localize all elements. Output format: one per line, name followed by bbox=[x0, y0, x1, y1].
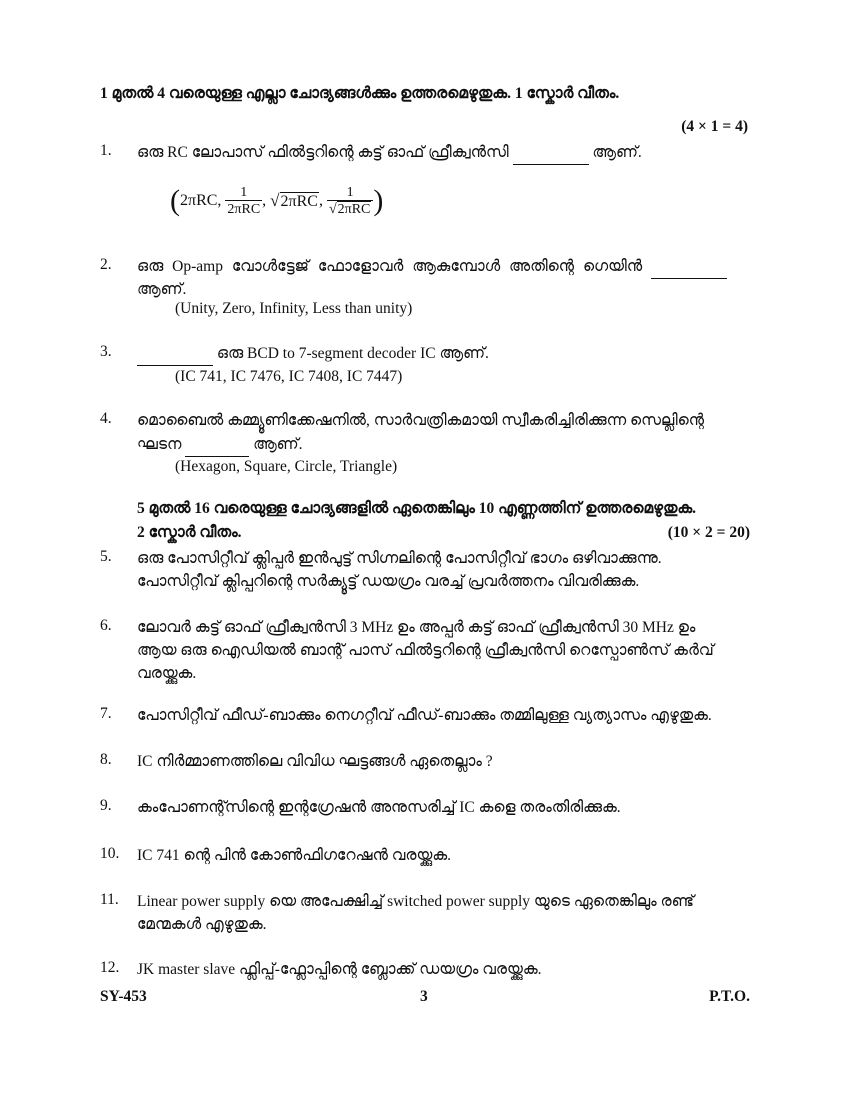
sqrt-argument: 2πRC bbox=[280, 193, 318, 210]
question-4-text-after: ആണ്. bbox=[253, 436, 303, 453]
question-4-text-before: ഘടന bbox=[137, 436, 182, 453]
question-11-line-2: മേന്മകൾ എഴുതുക. bbox=[137, 916, 267, 933]
fraction-numerator: 1 bbox=[346, 184, 354, 200]
option-reciprocal-2pirc bbox=[225, 185, 262, 218]
section-b-instruction-line-2: 2 സ്കോർ വീതം. bbox=[137, 524, 242, 541]
question-number: 12. bbox=[100, 959, 120, 976]
fraction-numerator: 1 bbox=[240, 184, 248, 200]
question-12-text: JK master slave ഫ്ലിപ്പ്-ഫ്ലോപ്പിന്റെ ബ്ലോക്ക് ഡയഗ്രം വരയ്ക്കുക. bbox=[137, 961, 542, 978]
question-5-line-2: പോസിറ്റീവ് ക്ലിപ്പറിന്റെ സർക്യൂട്ട് ഡയഗ്രം വരച്ച് പ്രവർത്തനം വിവരിക്കുക. bbox=[137, 573, 640, 590]
question-6-line-1: ലോവർ കട്ട് ഓഫ് ഫ്രീക്വൻസി 3 MHz ഉം അപ്പർ കട്ട് ഓഫ് ഫ്രീക്വൻസി 30 MHz ഉം bbox=[137, 619, 696, 636]
fraction-denominator bbox=[327, 200, 373, 218]
sqrt-symbol: √ bbox=[270, 191, 280, 210]
options-close-paren: ) bbox=[373, 184, 384, 217]
question-6-line-3: വരയ്ക്കുക. bbox=[137, 665, 197, 682]
question-number: 2. bbox=[100, 256, 112, 273]
option-separator: , bbox=[318, 192, 323, 209]
question-number: 7. bbox=[100, 705, 112, 722]
question-3-text bbox=[137, 343, 727, 366]
question-11-line-1: Linear power supply യെ അപേക്ഷിച്ച് switched power supply യുടെ ഏതെങ്കിലും രണ്ട് bbox=[137, 893, 694, 910]
question-2-text-before: ഒരു Op-amp വോൾട്ടേജ് ഫോളോവർ ആകുമ്പോൾ അതിന്റെ ഗെയിൻ bbox=[137, 258, 643, 275]
question-6-line-2: ആയ ഒരു ഐഡിയൽ ബാന്റ് പാസ് ഫിൽട്ടറിന്റെ ഫ്രീക്വൻസി റെസ്പോൺസ് കർവ് bbox=[137, 642, 714, 659]
question-7-text: പോസിറ്റീവ് ഫീഡ്-ബാക്കും നെഗറ്റീവ് ഫീഡ്-ബാക്കും തമ്മിലുള്ള വ്യത്യാസം എഴുതുക. bbox=[137, 707, 712, 724]
footer-pto: P.T.O. bbox=[709, 988, 750, 1005]
question-10-text: IC 741 ന്റെ പിൻ കോൺഫിഗറേഷൻ വരയ്ക്കുക. bbox=[137, 847, 452, 864]
answer-blank bbox=[513, 142, 589, 165]
question-number: 3. bbox=[100, 343, 112, 360]
section-b-marks: (10 × 2 = 20) bbox=[667, 524, 750, 541]
question-1-text-before: ഒരു RC ലോപാസ് ഫിൽട്ടറിന്റെ കട്ട് ഓഫ് ഫ്രീക്വൻസി bbox=[137, 144, 509, 161]
question-number: 1. bbox=[100, 142, 112, 159]
question-2-text-after: ആണ്. bbox=[137, 281, 187, 298]
question-1-text-after: ആണ്. bbox=[592, 144, 642, 161]
footer-paper-code: SY-453 bbox=[100, 988, 147, 1005]
options-open-paren: ( bbox=[170, 184, 180, 217]
answer-blank bbox=[185, 434, 249, 457]
question-number: 10. bbox=[100, 845, 120, 862]
question-4-line-1: മൊബൈൽ കമ്മ്യൂണിക്കേഷനിൽ, സാർവത്രികമായി സ്വീകരിച്ചിരിക്കുന്ന സെല്ലിന്റെ bbox=[137, 412, 705, 429]
question-9-text: കംപോണന്റ്സിന്റെ ഇന്റഗ്രേഷൻ അനുസരിച്ച് IC കളെ തരംതിരിക്കുക. bbox=[137, 799, 621, 816]
question-8-text: IC നിർമ്മാണത്തിലെ വിവിധ ഘട്ടങ്ങൾ ഏതെല്ലാം ? bbox=[137, 753, 493, 770]
answer-blank bbox=[137, 343, 213, 366]
question-number: 5. bbox=[100, 548, 112, 565]
section-b-instruction-line-1: 5 മുതൽ 16 വരെയുള്ള ചോദ്യങ്ങളിൽ ഏതെങ്കിലും 10 എണ്ണത്തിന് ഉത്തരമെഴുതുക. bbox=[137, 500, 697, 517]
question-number: 4. bbox=[100, 410, 112, 427]
question-1-text bbox=[137, 142, 727, 165]
question-number: 9. bbox=[100, 797, 112, 814]
question-4-options: (Hexagon, Square, Circle, Triangle) bbox=[175, 458, 398, 475]
question-2-text bbox=[137, 256, 727, 301]
option-separator: , bbox=[262, 192, 267, 209]
fraction-denominator: 2πRC bbox=[227, 201, 261, 217]
question-number: 11. bbox=[100, 891, 119, 908]
question-number: 6. bbox=[100, 617, 112, 634]
sqrt-symbol: √ bbox=[328, 201, 337, 217]
answer-blank bbox=[651, 256, 727, 279]
option-sqrt-2pirc bbox=[270, 193, 319, 210]
option-reciprocal-sqrt-2pirc bbox=[327, 185, 373, 218]
question-3-options: (IC 741, IC 7476, IC 7408, IC 7447) bbox=[175, 368, 403, 385]
option-separator: , bbox=[217, 192, 222, 209]
question-5-line-1: ഒരു പോസിറ്റീവ് ക്ലിപ്പർ ഇൻപുട്ട് സിഗ്നലിന്റെ പോസിറ്റീവ് ഭാഗം ഒഴിവാക്കുന്നു. bbox=[137, 550, 662, 567]
sqrt-argument: 2πRC bbox=[337, 201, 371, 217]
option-2pirc: 2πRC bbox=[180, 192, 218, 209]
footer-page-number: 3 bbox=[420, 988, 428, 1005]
question-3-text-after: ഒരു BCD to 7-segment decoder IC ആണ്. bbox=[216, 345, 489, 362]
question-2-options: (Unity, Zero, Infinity, Less than unity) bbox=[175, 300, 413, 317]
question-1-options bbox=[170, 184, 383, 218]
question-4-line-2 bbox=[137, 434, 727, 457]
question-number: 8. bbox=[100, 751, 112, 768]
section-a-instruction: 1 മുതൽ 4 വരെയുള്ള എല്ലാ ചോദ്യങ്ങൾക്കും ഉത്തരമെഴുതുക. 1 സ്കോർ വീതം. bbox=[100, 85, 620, 102]
section-a-marks: (4 × 1 = 4) bbox=[681, 118, 748, 135]
